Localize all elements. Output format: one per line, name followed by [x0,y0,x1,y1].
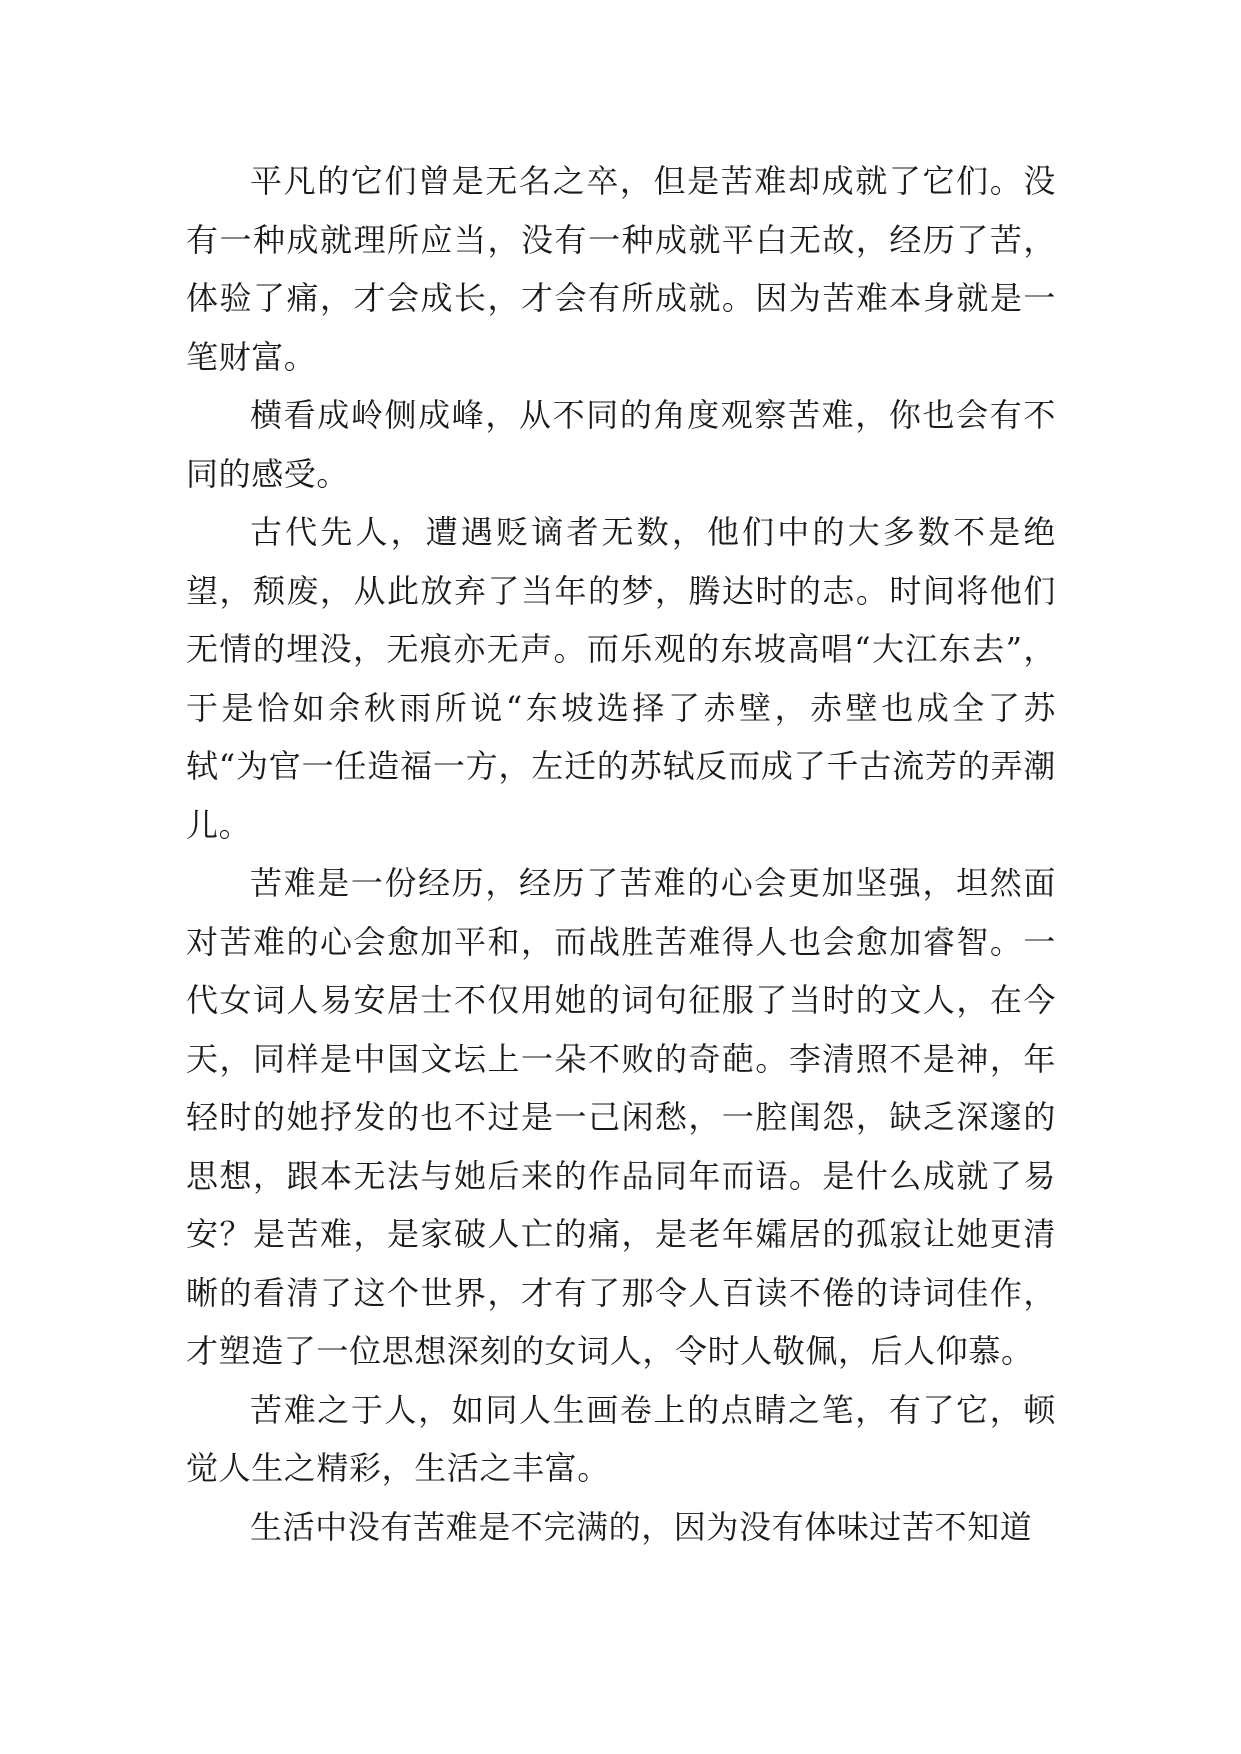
paragraph-4: 苦难是一份经历，经历了苦难的心会更加坚强，坦然面对苦难的心会愈加平和，而战胜苦难得人也会愈加睿智。一代女词人易安居士不仅用她的词句征服了当时的文人，在今天，同样是中国文坛上一朵不败的奇葩。李清照不是神，年轻时的她抒发的也不过是一己闲愁，一腔闺怨，缺乏深邃的思想，跟本无法与她后来的作品同年而语。是什么成就了易安？是苦难，是家破人亡的痛，是老年孀居的孤寂让她更清晰的看清了这个世界，才有了那令人百读不倦的诗词佳作，才塑造了一位思想深刻的女词人，令时人敬佩，后人仰慕。 [186,864,1056,1370]
paragraph-1: 平凡的它们曾是无名之卒，但是苦难却成就了它们。没有一种成就理所应当，没有一种成就平白无故，经历了苦，体验了痛，才会成长，才会有所成就。因为苦难本身就是一笔财富。 [186,162,1056,376]
paragraph-5: 苦难之于人，如同人生画卷上的点睛之笔，有了它，顿觉人生之精彩，生活之丰富。 [186,1390,1056,1487]
paragraph-2: 横看成岭侧成峰，从不同的角度观察苦难，你也会有不同的感受。 [186,396,1056,493]
paragraph-3: 古代先人，遭遇贬谪者无数，他们中的大多数不是绝望，颓废，从此放弃了当年的梦，腾达时的志。时间将他们无情的埋没，无痕亦无声。而乐观的东坡高唱“大江东去”，于是恰如余秋雨所说“东坡选择了赤壁，赤壁也成全了苏轼“为官一任造福一方，左迁的苏轼反而成了千古流芳的弄潮儿。 [186,513,1056,844]
paragraph-6: 生活中没有苦难是不完满的，因为没有体味过苦不知道 [250,1507,1033,1546]
essay-body [186,152,1056,1556]
